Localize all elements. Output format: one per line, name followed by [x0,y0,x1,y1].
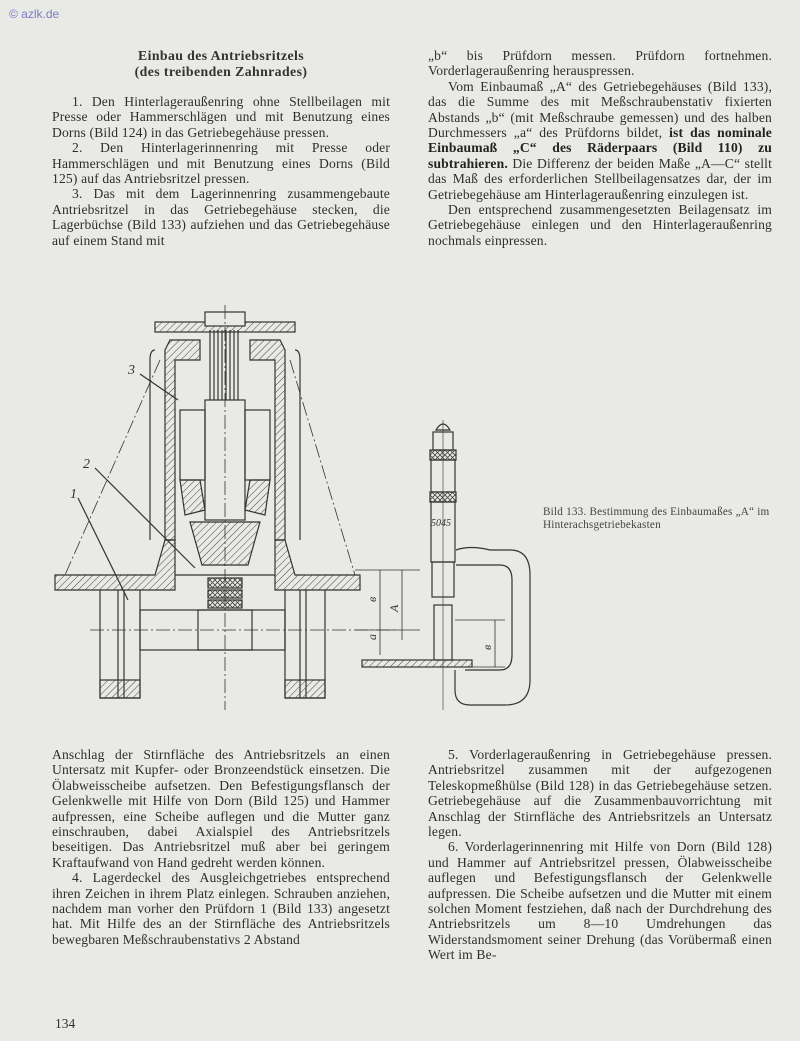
label-dim-A: A [387,604,401,612]
paragraph-step-3-continued: Anschlag der Stirnfläche des Antriebsritzels an einen Untersatz mit Kupfer- oder Bronzeendstück einsetzen. Die Ölabweisscheibe aufsetzen. Den Befestigungsflansch der Gelenkwelle mit Hilfe von Dorn (Bild 125) und Hammer aufpressen, eine Scheibe auflegen und die Mutter ganz einschrauben, dabei Axialspiel des Antriebsritzels beseitigen. Das Antriebsritzel muß aber bei geringem Kraftaufwand von Hand gedreht werden können. [52,747,390,870]
watermark: © azlk.de [9,7,60,21]
paragraph-einbaumass [428,79,772,202]
paragraph-continuation: „b“ bis Prüfdorn messen. Prüfdorn fortnehmen. Vorderlageraußenring herauspressen. [428,48,772,79]
heading-line-1: Einbau des Antriebsritzels [137,48,304,63]
label-part-2: 2 [83,457,90,472]
paragraph-beilagensatz: Den entsprechend zusammengesetzten Beilagensatz im Getriebegehäuse einlegen und den Hinterlageraußenring nochmals einpressen. [428,202,772,248]
right-column-bottom [428,747,772,963]
paragraph-step-4: 4. Lagerdeckel des Ausgleichgetriebes entsprechend ihren Zeichen in ihrem Platz einlegen. Schrauben anziehen, nachdem man vorher den Prüfdorn 1 (Bild 133) angesetzt hat. Mit Hilfe des an der Stirnfläche des Antriebsritzels bewegbaren Meßschraubenstativs 2 Abstand [52,870,390,947]
pinion-splines [210,330,238,400]
bearing-left [180,410,205,480]
einbaumass-text-start: Vom Einbaumaß „A“ des Getriebegehäuses (Bild 133), das die Summe des mit Meßschraubenstativ fixierten Abstands „b“ (mit Meßschraube gemessen) und des halben Durchmessers „a“ des Prüfdorns bildet, [428,78,772,141]
lower-flange-right [275,540,360,590]
einbaumass-text-end: Die Differenz der beiden Maße „A—C“ stellt das Maß des erforderlichen Stellbeilagensatzes dar, der im Getriebegehäuse am Hinterlageraußenring einzulegen ist. [428,155,772,202]
einbaumass-bold-text: ist das nominale Einbaumaß „C“ des Räderpaars (Bild 110) zu subtrahieren. [428,125,772,171]
lower-flange-left [55,540,175,590]
label-dim-b-gauge: в [480,644,494,650]
right-column-top [428,48,772,248]
paragraph-step-1: 1. Den Hinterlageraußenring ohne Stellbeilagen mit Presse oder Hammerschlägen und mit Benutzung eines Dorns (Bild 124) in das Getriebegehäuse pressen. [52,94,390,140]
housing-drawing [55,305,530,710]
bearing-right [245,410,270,480]
roller-bearing-left [180,480,205,515]
cap-foot-left [100,680,140,698]
page-number: 134 [55,1016,76,1031]
figure-caption: Bild 133. Bestimmung des Einbaumaßes „A“ im Hinterachsgetriebekasten [543,506,770,531]
left-column-top [52,48,390,248]
casing-outer-right [295,350,300,540]
section-heading [52,48,390,80]
paragraph-step-3: 3. Das mit dem Lagerinnenring zusammengebaute Antriebsritzel in das Getriebegehäuse stecken, die Lagerbüchse (Bild 133) aufziehen und das Getriebegehäuse auf einem Stand mit [52,186,390,248]
label-dim-b: в [365,596,379,602]
micrometer-reading: 5045 [431,518,451,529]
left-column-bottom [52,747,390,947]
paragraph-step-5: 5. Vorderlageraußenring in Getriebegehäuse pressen. Antriebsritzel zusammen mit der aufgezogenen Teleskopmeßhülse (Bild 128) in das Getriebegehäuse setzen. Getriebegehäuse auf die Zusammenbauvorrichtung mit Anschlag der Stirnfläche des Antriebsritzels an Untersatz legen. [428,747,772,840]
heading-line-2: (des treibenden Zahnrades) [134,64,308,79]
label-dim-a: а [365,634,379,640]
cap-foot-right [285,680,325,698]
paragraph-step-2: 2. Den Hinterlagerinnenring mit Presse oder Hammerschlägen und mit Benutzung eines Dorns (Bild 125) auf das Antriebsritzel pressen. [52,140,390,187]
label-part-1: 1 [70,487,77,502]
paragraph-step-6: 6. Vorderlagerinnenring mit Hilfe von Dorn (Bild 128) und Hammer auf Antriebsritzel pressen, Ölabweisscheibe auflegen und Befestigungsflansch der Gelenkwelle aufpressen. Die Scheibe aufsetzen und die Mutter mit einem solchen Moment festziehen, daß nach der Durchdrehung des Antriebsritzels um 8—10 Umdrehungen das Widerstandsmoment seiner Drehung (das Vorübermaß einen Wert im Be- [428,839,772,963]
roller-bearing-right [245,480,270,515]
base-plate [362,660,472,667]
label-part-3: 3 [128,363,135,378]
casing-outer-left [150,350,155,540]
micrometer-frame [455,548,530,706]
